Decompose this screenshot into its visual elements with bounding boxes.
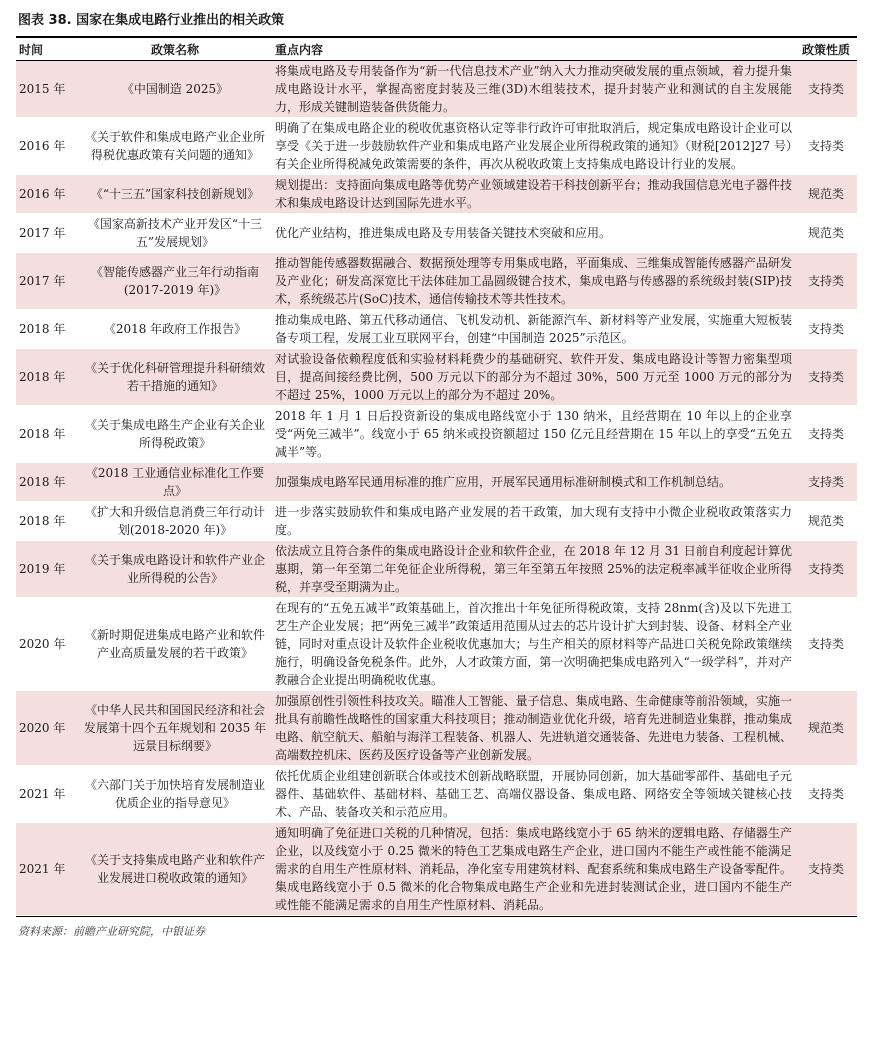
row-policy-nature: 支持类 — [795, 61, 857, 118]
row-year: 2018 年 — [16, 349, 78, 406]
header-key-content: 重点内容 — [272, 38, 795, 61]
row-key-content: 加强原创性引领性科技攻关。瞄准人工智能、量子信息、集成电路、生命健康等前沿领域，实施一批具有前瞻性战略性的国家重大科技项目；推动制造业优化升级，培育先进制造业集群，推动集成电路、航空航天、船舶与海洋工程装备、机器人、先进轨道交通装备、先进电力装备、工程机械、高端数控机床、医药及医疗设备等产业创新发展。 — [272, 691, 795, 766]
header-policy-nature: 政策性质 — [795, 38, 857, 61]
row-year: 2018 年 — [16, 310, 78, 349]
header-policy-name: 政策名称 — [78, 38, 272, 61]
row-year: 2018 年 — [16, 502, 78, 541]
row-policy-name: 《关于软件和集成电路产业企业所得税优惠政策有关问题的通知》 — [78, 118, 272, 175]
row-year: 2018 年 — [16, 463, 78, 502]
table-row — [16, 406, 857, 463]
row-policy-nature: 规范类 — [795, 214, 857, 253]
row-key-content: 优化产业结构，推进集成电路及专用装备关键技术突破和应用。 — [272, 214, 795, 253]
row-policy-name: 《2018 工业通信业标准化工作要点》 — [78, 463, 272, 502]
table-row — [16, 766, 857, 823]
table-row — [16, 310, 857, 349]
table-row — [16, 175, 857, 214]
row-key-content: 加强集成电路军民通用标准的推广应用，开展军民通用标准研制模式和工作机制总结。 — [272, 463, 795, 502]
row-policy-nature: 支持类 — [795, 541, 857, 598]
row-policy-nature: 支持类 — [795, 118, 857, 175]
row-key-content: 明确了在集成电路企业的税收优惠资格认定等非行政许可审批取消后，规定集成电路设计企业可以享受《关于进一步鼓励软件产业和集成电路产业发展企业所得税政策的通知》（财税[2012]27 号）有关企业所得税减免政策需要的条件，再次从税收政策上支持集成电路设计行业的发展。 — [272, 118, 795, 175]
row-key-content: 对试验设备依赖程度低和实验材料耗费少的基础研究、软件开发、集成电路设计等智力密集型项目，提高间接经费比例，500 万元以下的部分为不超过 30%，500 万元至 1000 万元的部分为不超过 25%，1000 万元以上的部分为不超过 20%。 — [272, 349, 795, 406]
row-policy-name: 《新时期促进集成电路产业和软件产业高质量发展的若干政策》 — [78, 598, 272, 691]
row-year: 2020 年 — [16, 598, 78, 691]
row-key-content: 2018 年 1 月 1 日后投资新设的集成电路线宽小于 130 纳米，且经营期在 10 年以上的企业享受“两免三减半”。线宽小于 65 纳米或投资额超过 150 亿元且经营期在 15 年以上的享受“五免五减半”等。 — [272, 406, 795, 463]
row-key-content: 推动智能传感器数据融合、数据预处理等专用集成电路，平面集成、三维集成智能传感器产品研发及产业化；研发高深宽比干法体硅加工晶圆级键合技术，集成电路与传感器的系统级封装(SIP)技术，系统级芯片(SoC)技术，通信传输技术等共性技术。 — [272, 253, 795, 310]
row-policy-name: 《扩大和升级信息消费三年行动计划(2018-2020 年)》 — [78, 502, 272, 541]
table-body — [16, 61, 857, 916]
table-row — [16, 823, 857, 916]
header-year: 时间 — [16, 38, 78, 61]
row-policy-name: 《关于优化科研管理提升科研绩效若干措施的通知》 — [78, 349, 272, 406]
row-policy-nature: 规范类 — [795, 175, 857, 214]
row-year: 2018 年 — [16, 406, 78, 463]
row-policy-name: 《国家高新技术产业开发区“十三五”发展规划》 — [78, 214, 272, 253]
row-key-content: 推动集成电路、第五代移动通信、飞机发动机、新能源汽车、新材料等产业发展，实施重大短板装备专项工程，发展工业互联网平台，创建“中国制造 2025”示范区。 — [272, 310, 795, 349]
row-year: 2021 年 — [16, 823, 78, 916]
row-year: 2016 年 — [16, 118, 78, 175]
row-key-content: 依托优质企业组建创新联合体或技术创新战略联盟，开展协同创新，加大基础零部件、基础电子元器件、基础软件、基础材料、基础工艺、高端仪器设备、集成电路、网络安全等领域关键核心技术、产品、装备攻关和示范应用。 — [272, 766, 795, 823]
row-policy-nature: 支持类 — [795, 349, 857, 406]
row-policy-nature: 支持类 — [795, 823, 857, 916]
row-year: 2021 年 — [16, 766, 78, 823]
row-policy-name: 《关于集成电路生产企业有关企业所得税政策》 — [78, 406, 272, 463]
table-row — [16, 502, 857, 541]
row-policy-nature: 支持类 — [795, 406, 857, 463]
row-policy-name: 《中华人民共和国国民经济和社会发展第十四个五年规划和 2035 年远景目标纲要》 — [78, 691, 272, 766]
table-row — [16, 118, 857, 175]
row-policy-name: 《中国制造 2025》 — [78, 61, 272, 118]
row-key-content: 进一步落实鼓励软件和集成电路产业发展的若干政策，加大现有支持中小微企业税收政策落实力度。 — [272, 502, 795, 541]
table-row — [16, 253, 857, 310]
row-key-content: 通知明确了免征进口关税的几种情况，包括：集成电路线宽小于 65 纳米的逻辑电路、存储器生产企业，以及线宽小于 0.25 微米的特色工艺集成电路生产企业，进口国内不能生产或性能不能满足需求的自用生产性原材料、消耗品，净化室专用建筑材料、配套系统和集成电路生产设备零配件。集成电路线宽小于 0.5 微米的化合物集成电路生产企业和先进封装测试企业，进口国内不能生产或性能不能满足需求的自用生产性原材料、消耗品。 — [272, 823, 795, 916]
row-key-content: 规划提出：支持面向集成电路等优势产业领域建设若干科技创新平台；推动我国信息光电子器件技术和集成电路设计达到国际先进水平。 — [272, 175, 795, 214]
row-year: 2015 年 — [16, 61, 78, 118]
row-policy-name: 《关于集成电路设计和软件产业企业所得税的公告》 — [78, 541, 272, 598]
source-note: 资料来源：前瞻产业研究院，中银证券 — [18, 925, 205, 938]
table-row — [16, 598, 857, 691]
row-key-content: 依法成立且符合条件的集成电路设计企业和软件企业，在 2018 年 12 月 31 日前自利度起计算优惠期，第一年至第二年免征企业所得税，第三年至第五年按照 25%的法定税率减半征收企业所得税，并享受至期满为止。 — [272, 541, 795, 598]
table-row — [16, 541, 857, 598]
table-row — [16, 349, 857, 406]
row-year: 2019 年 — [16, 541, 78, 598]
row-policy-name: 《“十三五”国家科技创新规划》 — [78, 175, 272, 214]
row-key-content: 将集成电路及专用装备作为“新一代信息技术产业”纳入大力推动突破发展的重点领域，着力提升集成电路设计水平，掌握高密度封装及三维(3D)木组装技术，提升封装产业和测试的自主发展能力，形成关键制造装备供货能力。 — [272, 61, 795, 118]
row-policy-name: 《关于支持集成电路产业和软件产业发展进口税收政策的通知》 — [78, 823, 272, 916]
table-row — [16, 691, 857, 766]
row-policy-name: 《2018 年政府工作报告》 — [78, 310, 272, 349]
row-policy-nature: 支持类 — [795, 463, 857, 502]
row-year: 2017 年 — [16, 253, 78, 310]
table-header-row — [16, 38, 857, 61]
policy-table — [16, 38, 857, 916]
table-row — [16, 463, 857, 502]
row-year: 2016 年 — [16, 175, 78, 214]
row-policy-nature: 支持类 — [795, 253, 857, 310]
row-policy-nature: 支持类 — [795, 766, 857, 823]
row-policy-nature: 支持类 — [795, 598, 857, 691]
figure-title: 图表 38. 国家在集成电路行业推出的相关政策 — [18, 13, 285, 28]
table-row — [16, 214, 857, 253]
table-row — [16, 61, 857, 118]
row-year: 2020 年 — [16, 691, 78, 766]
row-policy-nature: 规范类 — [795, 691, 857, 766]
row-key-content: 在现有的“五免五减半”政策基础上，首次推出十年免征所得税政策，支持 28nm(含)及以下先进工艺生产企业发展；把“两免三减半”政策适用范围从过去的芯片设计扩大到封装、设备、材料全产业链，同时对重点设计及软件企业税收优惠加大；与生产相关的原材料等产品进口关税免除政策继续施行，明确设备免税条件。此外，人才政策方面，第一次明确把集成电路列入“一级学科”，并对产教融合企业提出明确税收优惠。 — [272, 598, 795, 691]
row-policy-nature: 支持类 — [795, 310, 857, 349]
row-year: 2017 年 — [16, 214, 78, 253]
row-policy-name: 《六部门关于加快培育发展制造业优质企业的指导意见》 — [78, 766, 272, 823]
row-policy-nature: 规范类 — [795, 502, 857, 541]
row-policy-name: 《智能传感器产业三年行动指南(2017-2019 年)》 — [78, 253, 272, 310]
